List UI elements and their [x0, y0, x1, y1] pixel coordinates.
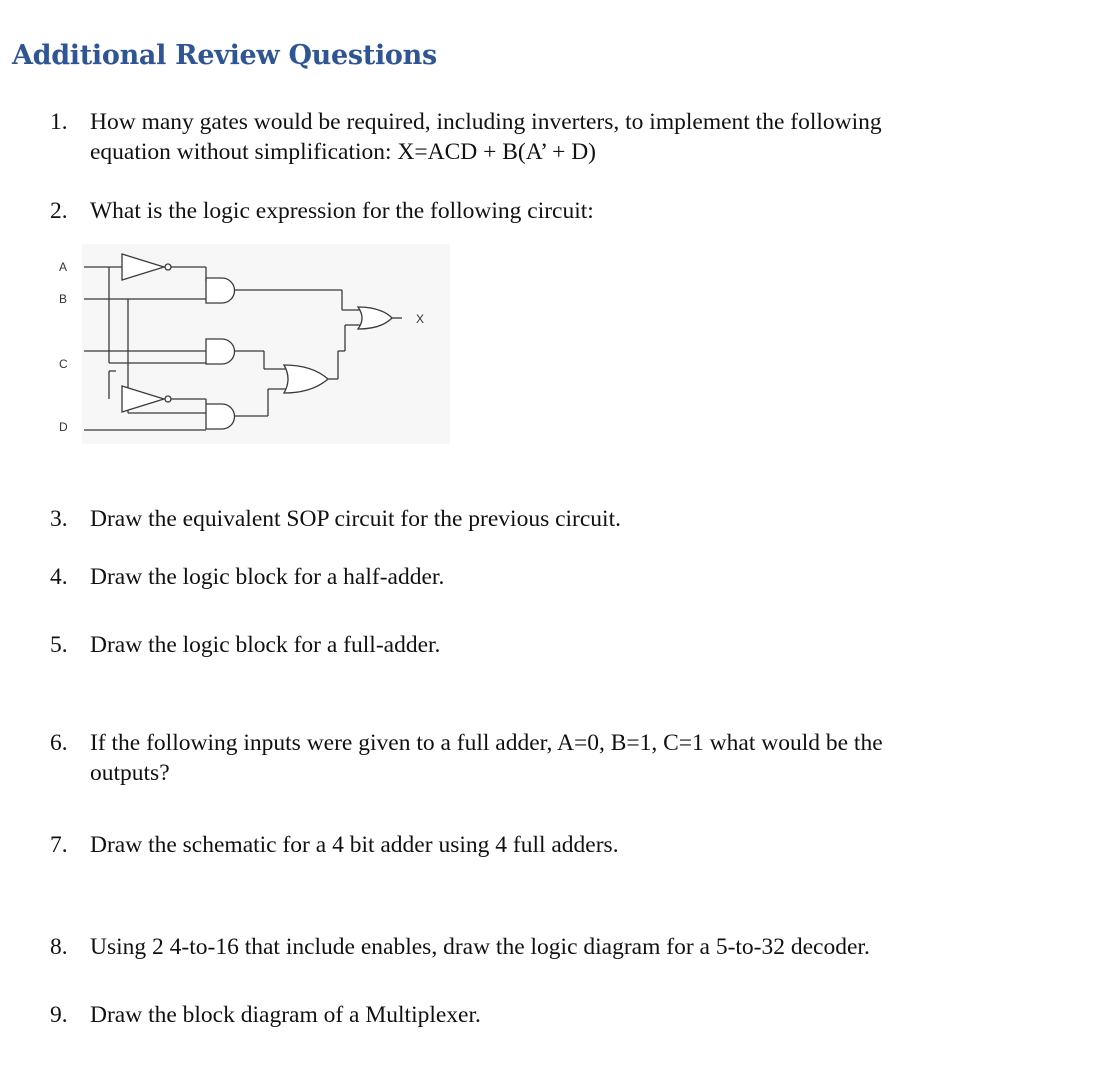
question-line: If the following inputs were given to a full adder, A=0, B=1, C=1 what would be the [90, 730, 883, 756]
question-text [90, 107, 882, 167]
input-label-d: D [59, 420, 68, 434]
question-line: How many gates would be required, including inverters, to implement the following [90, 109, 882, 135]
question-line: Draw the schematic for a 4 bit adder using 4 full adders. [90, 832, 619, 858]
question-number: 2. [50, 198, 68, 224]
question-number: 8. [50, 934, 68, 960]
input-label-b: B [59, 292, 68, 306]
question-text [90, 196, 594, 226]
question-text [90, 830, 619, 860]
question-line: Draw the logic block for a full-adder. [90, 632, 441, 658]
question-line: outputs? [90, 760, 170, 786]
output-label-x: X [416, 312, 425, 326]
question-text [90, 630, 440, 660]
question-number: 3. [50, 506, 68, 532]
question-text [90, 504, 621, 534]
question-line: What is the logic expression for the following circuit: [90, 198, 594, 224]
question-line: Using 2 4-to-16 that include enables, draw the logic diagram for a 5-to-32 decoder. [90, 934, 870, 960]
question-line: Draw the logic block for a half-adder. [90, 564, 445, 590]
question-line: Draw the equivalent SOP circuit for the previous circuit. [90, 506, 621, 532]
input-label-c: C [59, 357, 68, 371]
question-text [90, 562, 444, 592]
inverter-a-bubble [165, 264, 171, 270]
question-number: 1. [50, 109, 68, 135]
and-gate-3 [206, 404, 235, 429]
and-gate-2 [206, 339, 235, 364]
question-number: 7. [50, 832, 68, 858]
question-number: 9. [50, 1002, 68, 1028]
logic-circuit-diagram [46, 238, 450, 446]
question-text [90, 1000, 481, 1030]
page-heading: Additional Review Questions [12, 40, 437, 71]
question-line: Draw the block diagram of a Multiplexer. [90, 1002, 481, 1028]
question-number: 6. [50, 730, 68, 756]
question-text [90, 932, 870, 962]
question-text [90, 728, 883, 788]
and-gate-1 [206, 278, 235, 303]
question-number: 5. [50, 632, 68, 658]
input-label-a: A [59, 260, 68, 274]
inverter-2-bubble [165, 396, 171, 402]
question-number: 4. [50, 564, 68, 590]
question-line: equation without simplification: X=ACD + B(A’ + D) [90, 139, 597, 165]
